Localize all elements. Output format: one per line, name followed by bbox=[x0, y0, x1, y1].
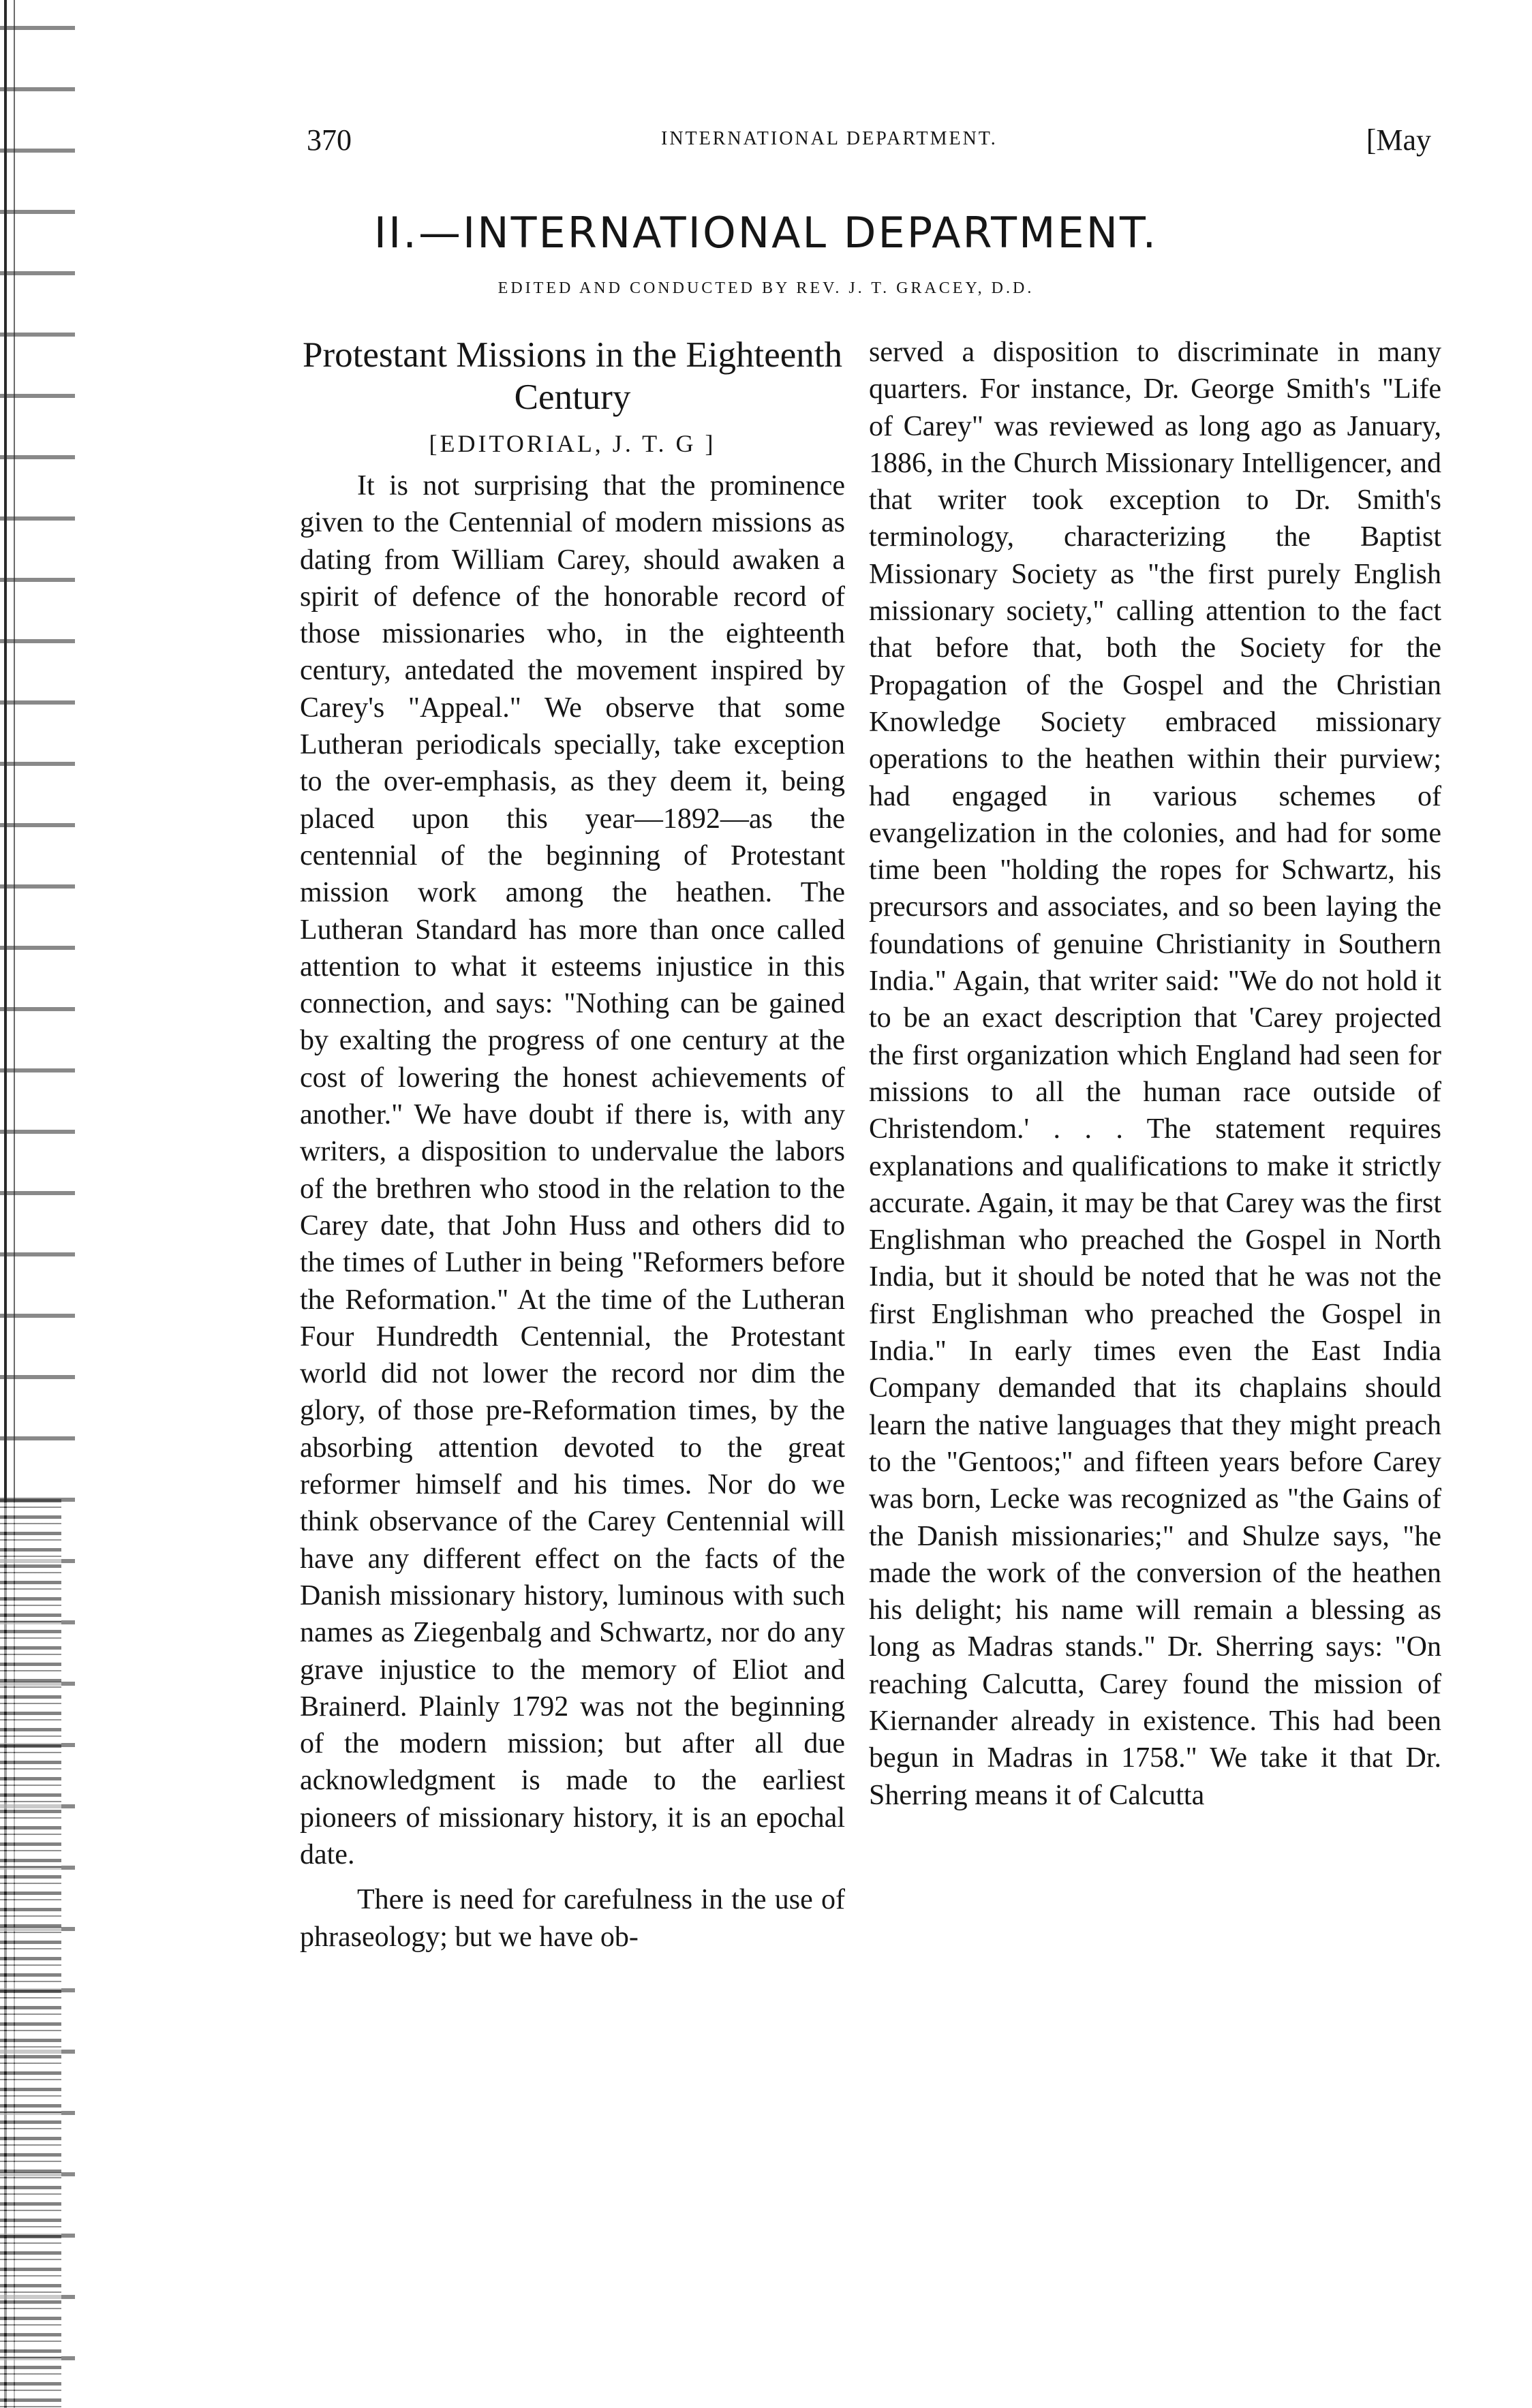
article-continuation: served a disposition to discriminate in many quarters. For instance, Dr. George Smith's "Life of Carey" was reviewed as long ago as January, 1886, in the Church Missionary Intelligencer, and that writer took exception to Dr. Smith's terminology, characterizing the Baptist Missionary Society as "the first purely English missionary society," calling attention to the fact that before that, both the Society for the Propagation of the Gospel and the Christian Knowledge Society embraced missionary operations to the heathen within their purview; had engaged in various schemes of evangelization in the colonies, and had for some time been "holding the ropes for Schwartz, his precursors and associates, and so been laying the foundations of genuine Christianity in Southern India." Again, that writer said: "We do not hold it to be an exact description that 'Carey projected the first organization which England had seen for missions to all the human race outside of Christendom.' . . . The statement requires explanations and qualifications to make it strictly accurate. Again, it may be that Carey was the first Englishman who preached the Gospel in North India, but it should be noted that he was not the first Englishman who preached the Gospel in India." In early times even the East India Company demanded that its chaplains should learn the native languages that they might preach to the "Gentoos;" and fifteen years before Carey was born, Lecke was recognized as "the Gains of the Danish missionaries;" and Shulze says, "he made the work of the conversion of the heathen his delight; his name will remain a blessing as long as Madras stands." Dr. Sherring says: "On reaching Calcutta, Carey found the mission of Kiernander already in existence. This had been begun in Madras in 1758." We take it that Dr. Sherring means it of Calcutta bbox=[869, 337, 1441, 1811]
department-title: II.—INTERNATIONAL DEPARTMENT. bbox=[373, 208, 1159, 258]
running-header bbox=[307, 123, 1431, 164]
article-title: Protestant Missions in the Eighteenth Century bbox=[303, 335, 842, 417]
page-number: 370 bbox=[307, 123, 352, 157]
right-column bbox=[869, 334, 1441, 1814]
scan-binding-shadow bbox=[0, 1499, 61, 2408]
running-section-name: INTERNATIONAL DEPARTMENT. bbox=[661, 128, 998, 149]
left-column bbox=[300, 334, 845, 1956]
editor-credit: EDITED AND CONDUCTED BY REV. J. T. GRACEY, D.D. bbox=[497, 279, 1035, 297]
article-byline: [EDITORIAL, J. T. G ] bbox=[429, 430, 716, 457]
article-paragraph: It is not surprising that the prominence given to the Centennial of modern missions as dating from William Carey, should awaken a spirit of defence of the honorable record of those missionaries who, in the eighteenth century, antedated the movement inspired by Carey's "Appeal." We observe that some Lutheran periodicals specially, take exception to the over-emphasis, as they deem it, being placed upon this year—1892—as the centennial of the beginning of Protestant mission work among the heathen. The Lutheran Standard has more than once called attention to what it esteems injustice in this connection, and says: "Nothing can be gained by exalting the progress of one century at the cost of lowering the honest achievements of another." We have doubt if there is, with any writers, a disposition to undervalue the labors of the brethren who stood in the relation to the Carey date, that John Huss and others did to the times of Luther in being "Reformers before the Reformation." At the time of the Lutheran Four Hundredth Centennial, the Protestant world did not lower the record nor dim the glory, of those pre-Reformation times, by the absorbing attention devoted to the great reformer himself and his times. Nor do we think observance of the Carey Centennial will have any different effect on the facts of the Danish missionary history, luminous with such names as Ziegenbalg and Schwartz, nor do any grave injustice to the memory of Eliot and Brainerd. Plainly 1792 was not the beginning of the modern mission; but after all due acknowledgment is made to the earliest pioneers of missionary history, it is an epochal date. bbox=[300, 470, 845, 1870]
article-paragraph: There is need for carefulness in the use of phraseology; but we have ob- bbox=[300, 1884, 845, 1953]
running-month: [May bbox=[1366, 123, 1431, 157]
